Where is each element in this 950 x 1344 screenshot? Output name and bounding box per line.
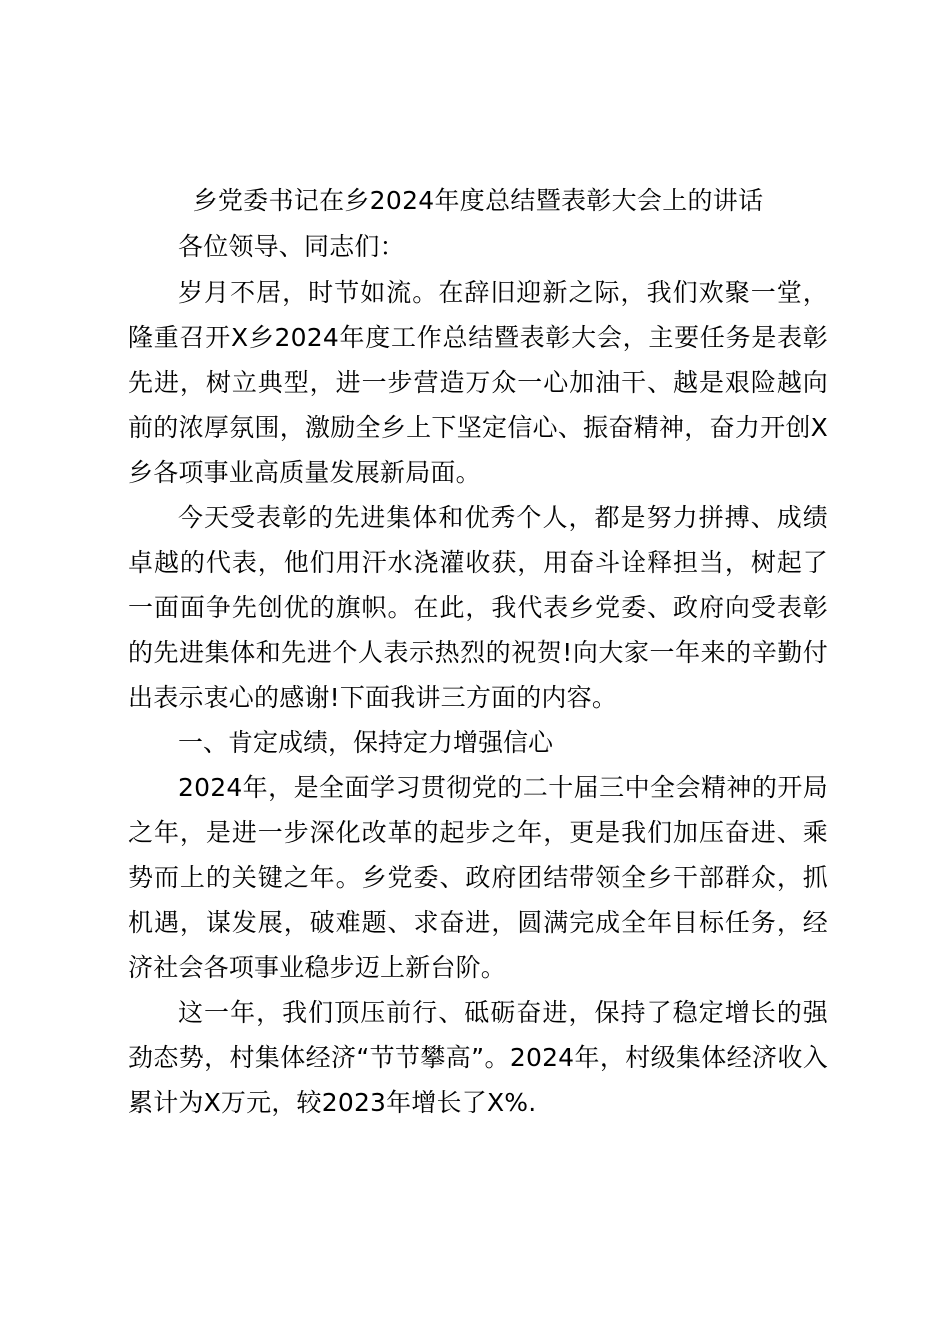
paragraph-year-review: 2024年，是全面学习贯彻党的二十届三中全会精神的开局之年，是进一步深化改革的起步之年，更是我们加压奋进、乘势而上的关键之年。乡党委、政府团结带领全乡干部群众，抓机遇，谋发展，破难题、求奋进，圆满完成全年目标任务，经济社会各项事业稳步迈上新台阶。: [128, 773, 828, 982]
paragraph-commendation: 今天受表彰的先进集体和优秀个人，都是努力拼搏、成绩卓越的代表，他们用汗水浇灌收获，用奋斗诠释担当，树起了一面面争先创优的旗帜。在此，我代表乡党委、政府向受表彰的先进集体和先进个人表示热烈的祝贺!向大家一年来的辛勤付出表示衷心的感谢!下面我讲三方面的内容。: [128, 503, 828, 712]
section-heading: 一、肯定成绩，保持定力增强信心: [178, 728, 554, 757]
paragraph-economy: 这一年，我们顶压前行、砥砺奋进，保持了稳定增长的强劲态势，村集体经济“节节攀高”。2024年，村级集体经济收入累计为X万元，较2023年增长了X%.: [128, 998, 828, 1117]
document-body: [128, 178, 828, 1125]
document-title: 乡党委书记在乡2024年度总结暨表彰大会上的讲话: [192, 186, 764, 215]
salutation: 各位领导、同志们：: [178, 232, 405, 261]
paragraph-opening: 岁月不居，时节如流。在辞旧迎新之际，我们欢聚一堂，隆重召开X乡2024年度工作总结暨表彰大会，主要任务是表彰先进，树立典型，进一步营造万众一心加油干、越是艰险越向前的浓厚氛围，激励全乡上下坚定信心、振奋精神，奋力开创X乡各项事业高质量发展新局面。: [128, 278, 828, 487]
